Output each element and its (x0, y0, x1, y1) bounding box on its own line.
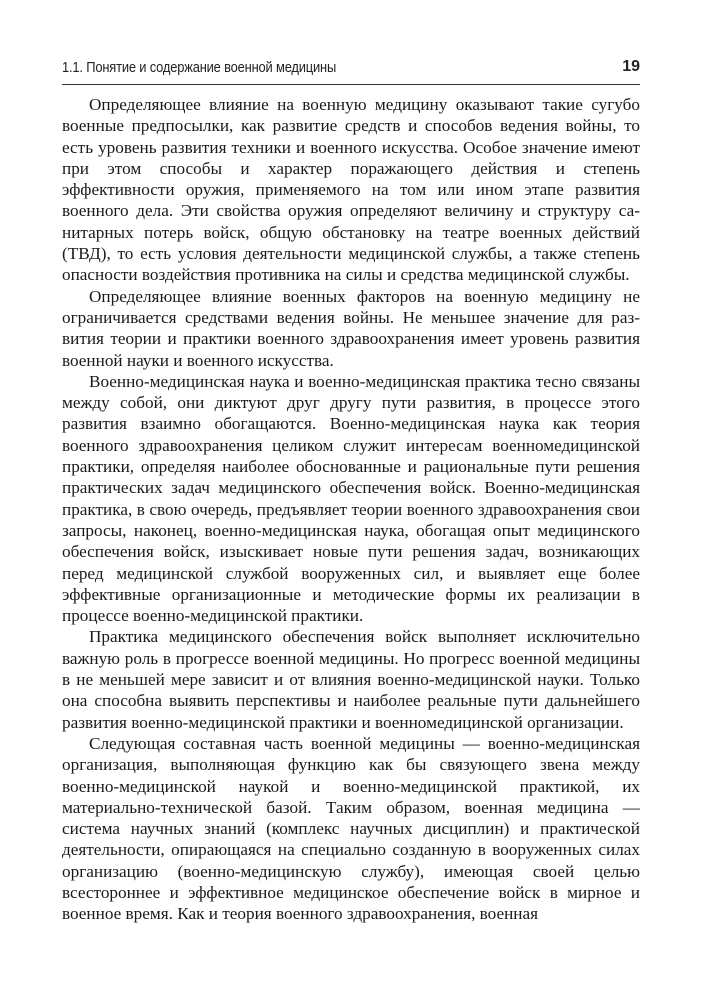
paragraph: Определяющее влияние на военную медицину оказывают такие сугубо военные предпосылки, как развитие средств и способов ведения войны, то есть уровень развития техники и военного искусства. Особое значение имеют при этом способы и характер поражающего действия и степень эффективности оружия, применяемого на том или ином этапе развития военного дела. Эти свойства оружия определяют величину и структуру санитарных потерь войск, общую обстановку на театре военных действий (ТВД), то есть условия деятельности медицинской службы, а также степень опасности воздействия противника на силы и средства медицинской службы. (62, 95, 640, 285)
paragraph: Практика медицинского обеспечения войск выполняет исключительно важную роль в прогрессе военной медицины. Но прогресс военной медицины в не меньшей мере зависит и от влияния военно-медицинской науки. Только она способна выявить перспективы и наиболее реальные пути дальнейшего развития военно-медицинской практики и военномедицинской организации. (62, 627, 640, 732)
paragraph: Определяющее влияние военных факторов на военную медицину не ограничивается средствами ведения войны. Не меньшее значение для развития теории и практики военного здравоохранения имеет уровень развития военной науки и военного искусства. (62, 286, 640, 370)
paragraph: Военно-медицинская наука и военно-медицинская практика тесно связаны между собой, они диктуют друг другу пути развития, в процессе этого развития взаимно обогащаются. Военно-медицинская наука как теория военного здравоохранения целиком служит интересам военномедицинской практики, определяя наиболее обоснованные и рациональные пути решения практических задач медицинского обеспечения войск. Военно-медицинская практика, в свою очередь, предъявляет теории военного здравоохранения свои запросы, наконец, военно-медицинская наука, обогащая опыт медицинского обеспечения войск, изыскивает новые пути решения задач, возникающих перед медицинской службой вооруженных сил, и выявляет еще более эффективные организационные и методические формы их реализации в процессе военно-медицинской практики. (62, 371, 640, 626)
page-number: 19 (622, 58, 640, 75)
paragraph: Следующая составная часть военной медицины — военно-медицинская организация, выполняющая функцию как бы связующего звена между военно-медицинской наукой и военно-медицинской практикой, их материально-технической базой. Таким образом, военная медицина — система научных знаний (комплекс научных дисциплин) и практической деятельности, опирающаяся на специально созданную в вооруженных силах организацию (военно-медицинскую службу), имеющая своей целью всестороннее и эффективное медицинское обеспечение войск в мирное и военное время. Как и теория военного здравоохранения, военная (62, 733, 640, 924)
page-header (62, 58, 640, 85)
main-text (62, 94, 640, 925)
running-title: 1.1. Понятие и содержание военной медицины (62, 59, 337, 76)
